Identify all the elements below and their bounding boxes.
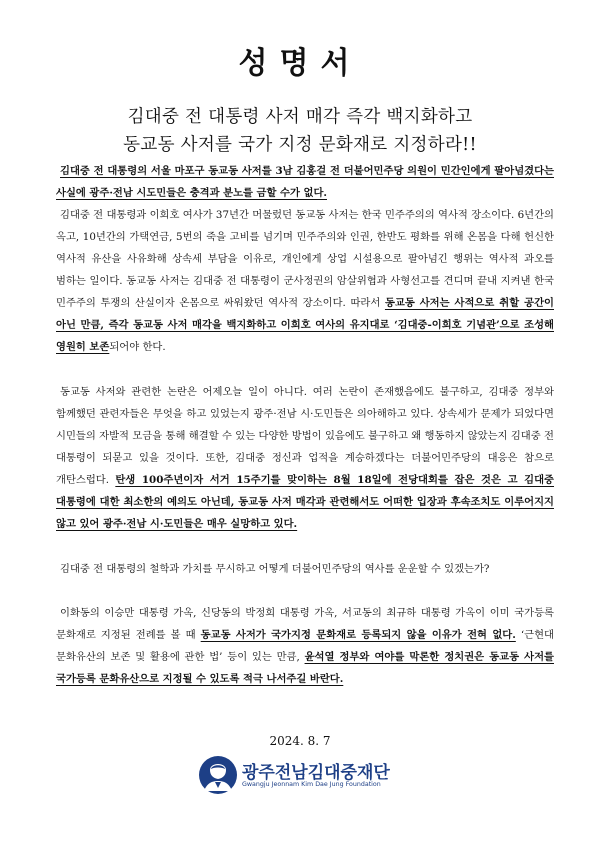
subtitle-line-2: 동교동 사저를 국가 지정 문화재로 지정하라!!: [123, 135, 477, 155]
paragraph-2: [56, 204, 554, 358]
document-title: 성명서: [238, 46, 362, 81]
paragraph-5: [56, 602, 554, 690]
paragraph-4: [56, 558, 554, 580]
paragraph-5-text: 이화동의 이승만 대통령 가옥, 신당동의 박정희 대통령 가옥, 서교동의 최규하 대통령 가옥이 이미 국가등록 문화재로 지정된 전례를 볼 때: [56, 607, 554, 641]
paragraph-2-tail: 되어야 한다.: [109, 341, 166, 353]
paragraph-5-emphasis-1: 동교동 사저가 국가지정 문화재로 등록되지 않을 이유가 전혀 없다.: [200, 629, 516, 641]
statement-date: 2024. 8. 7: [269, 734, 331, 748]
paragraph-5-middle: ‘근현대 문화유산의 보존 및 활용에 관한 법’ 등이 있는 만큼,: [56, 629, 554, 663]
paragraph-2-text: 김대중 전 대통령과 이희호 여사가 37년간 머물렀던 동교동 사저는 한국 민주주의의 역사적 장소이다. 6년간의 옥고, 10년간의 가택연금, 5번의 죽을 고비를 넘기며 민주주의와 인권, 한반도 평화를 위해 온몸을 다해 헌신한 역사적 유산을 사유화해 상속세 부담을 이유로, 개인에게 상업 시설용으로 팔아넘긴 행위는 역사적 과오를 범하는 일이다. 동교동 사저는 김대중 전 대통령이 군사정권의 암살위협과 사형선고를 견디며 끝내 지켜낸 한국 민주주의 투쟁의 산실이자 온몸으로 싸워왔던 역사적 장소이다. 따라서: [56, 209, 554, 309]
paragraph-3: [56, 381, 554, 535]
paragraph-2-emphasis: 동교동 사저는 사적으로 취할 공간이 아닌 만큼, 즉각 동교동 사저 매각을 백지화하고 이희호 여사의 유지대로 ‘김대중-이희호 기념관’으로 조성해 영원히 보존: [56, 297, 554, 353]
paragraph-3-text: 동교동 사저와 관련한 논란은 어제오늘 일이 아니다. 여러 논란이 존재했음에도 불구하고, 김대중 정부와 함께했던 관련자들은 무엇을 하고 있었는지 광주·전남 시·도민들은 의아해하고 있다. 상속세가 문제가 되었다면 시민들의 자발적 모금을 통해 해결할 수 있는 다양한 방법이 있음에도 불구하고 왜 행동하지 않았는지 김대중 전 대통령이 되묻고 있을 것이다. 또한, 김대중 정신과 업적을 계승하겠다는 더불어민주당의 대응은 참으로 개탄스럽다.: [56, 386, 554, 486]
subtitle-line-1: 김대중 전 대통령 사저 매각 즉각 백지화하고: [127, 107, 473, 127]
paragraph-3-emphasis: 탄생 100주년이자 서거 15주기를 맞이하는 8월 18일에 전당대회를 잡은 것은 고 김대중 대통령에 대한 최소한의 예의도 아닌데, 동교동 사저 매각과 관련해서도 어떠한 입장과 후속조치도 이루어지지 않고 있어 광주·전남 시·도민들은 매우 실망하고 있다.: [56, 474, 555, 530]
foundation-name-korean: 광주전남김대중재단: [242, 763, 390, 783]
paragraph-5-emphasis-2: 윤석열 정부와 여야를 막론한 정치권은 동교동 사저를 국가등록 문화유산으로 지정될 수 있도록 적극 나서주길 바란다.: [56, 651, 554, 685]
kim-dae-jung-portrait-logo-icon: [198, 755, 238, 795]
foundation-logo: [198, 755, 418, 795]
paragraph-1: [56, 160, 554, 204]
paragraph-1-emphasis: 김대중 전 대통령의 서울 마포구 동교동 사저를 3남 김홍걸 전 더불어민주당 의원이 민간인에게 팔아넘겼다는 사실에 광주·전남 시도민들은 충격과 분노를 금할 수가 없다.: [56, 165, 554, 199]
paragraph-4-text: 김대중 전 대통령의 철학과 가치를 무시하고 어떻게 더불어민주당의 역사를 운운할 수 있겠는가?: [60, 563, 490, 575]
foundation-name-english: Gwangju Jeonnam Kim Dae Jung Foundation: [242, 781, 381, 788]
